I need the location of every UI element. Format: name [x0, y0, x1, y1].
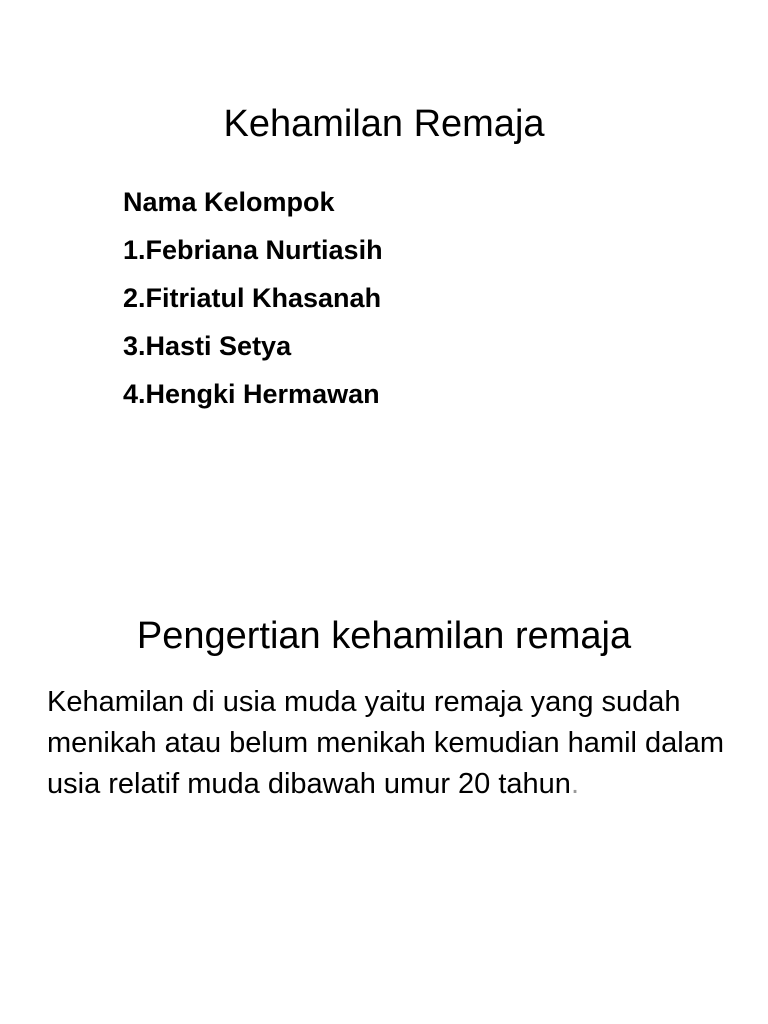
group-heading: Nama Kelompok — [123, 187, 335, 217]
slide-title-heading: Kehamilan Remaja — [223, 103, 545, 145]
definition-paragraph — [47, 682, 737, 805]
trailing-period: . — [570, 768, 579, 800]
definition-heading: Pengertian kehamilan remaja — [136, 615, 632, 657]
list-item: 4.Hengki Hermawan — [123, 379, 380, 409]
definition-text: Kehamilan di usia muda yaitu remaja yang sudah menikah atau belum menikah kemudian hamil dalam usia relatif muda dibawah umur 20 tahun — [47, 686, 725, 800]
group-member-list — [123, 178, 383, 418]
slide-definition — [0, 512, 768, 1024]
list-item: 2.Fitriatul Khasanah — [123, 283, 382, 313]
list-item: 3.Hasti Setya — [123, 331, 292, 361]
list-item: 1.Febriana Nurtiasih — [123, 235, 383, 265]
